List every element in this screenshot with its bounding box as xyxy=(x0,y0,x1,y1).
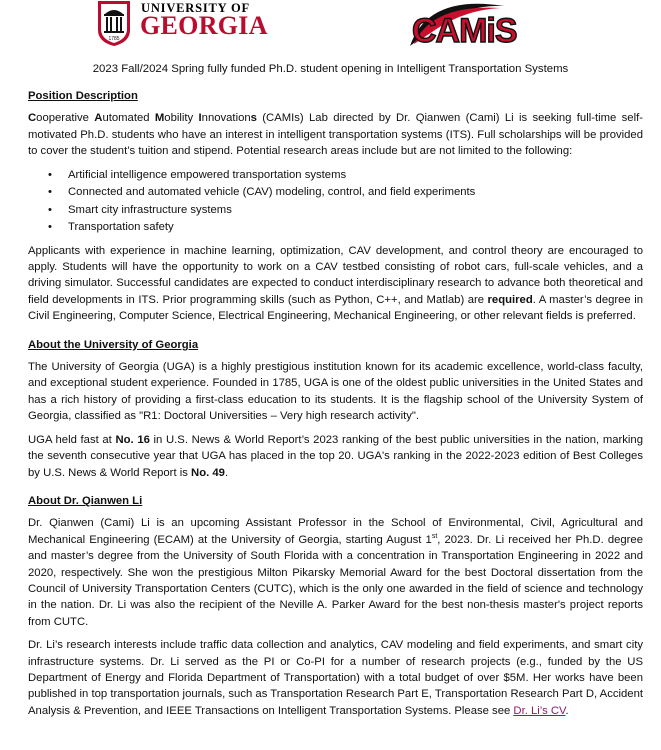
research-areas-list xyxy=(28,167,643,237)
li-heading: About Dr. Qianwen Li xyxy=(28,494,143,507)
document-body xyxy=(28,88,643,726)
list-item: • Connected and automated vehicle (CAV) modeling, control, and field experiments xyxy=(28,184,643,202)
camis-logo-text: CAMiS xyxy=(412,12,517,48)
li-paragraph-2: Dr. Li’s research interests include traffic data collection and analytics, CAV modeling and field experiments, and smart city infrastructure systems. Dr. Li served as the PI or Co-PI for a number of research projects (e.g., funded by the US Department of Energy and Florida Department of Transportation) with a total budget of over $5M. Her works have been published in top transportation journals, such as Transportation Research Part E, Transportation Research Part D, Accident Analysis & Prevention, and IEEE Transactions on Intelligent Transportation Systems. Please see Dr. Li’s CV. xyxy=(28,639,643,717)
list-item: • Artificial intelligence empowered transportation systems xyxy=(28,167,643,185)
uga-heading: About the University of Georgia xyxy=(28,338,199,351)
uga-paragraph-1: The University of Georgia (UGA) is a highly prestigious institution known for its academic excellence, world-class faculty, and exceptional student experience. Founded in 1785, UGA is one of the oldest public universities in the United States and has a rich history of providing a first-class education to its students. It is the flagship school of the University System of Georgia, classified as "R1: Doctoral Universities – Very high research activity". xyxy=(28,361,643,423)
uga-shield-icon xyxy=(97,0,131,47)
list-item: • Transportation safety xyxy=(28,219,643,237)
camis-logo xyxy=(408,0,536,48)
uga-seal-year: 1785 xyxy=(108,36,120,42)
uga-logo xyxy=(97,0,267,48)
position-heading: Position Description xyxy=(28,90,138,102)
li-paragraph-1: Dr. Qianwen (Cami) Li is an upcoming Assistant Professor in the School of Environmental, Civil, Agricultural and Mechanical Engineering (ECAM) at the University of Georgia, starting August 1st, 2023. Dr. Li received her Ph.D. degree and master’s degree from the University of South Florida with a concentration in Transportation Engineering in 2022 and 2020, respectively. She won the prestigious Milton Pikarsky Memorial Award for the best Doctoral dissertation from the Council of University Transportation Centers (CUTC), which is the only one awarded in the field of science and technology in the nation. Dr. Li was also the recipient of the Neville A. Parker Award for the best non-thesis master's project reports from CUTC. xyxy=(28,517,643,628)
page-title: 2023 Fall/2024 Spring fully funded Ph.D. student opening in Intelligent Transportation Systems xyxy=(92,63,569,75)
uga-line1: UNIVERSITY OF xyxy=(141,1,250,15)
uga-paragraph-2: UGA held fast at No. 16 in U.S. News & World Report’s 2023 ranking of the best public universities in the nation, marking the seventh consecutive year that UGA has placed in the top 20. UGA's ranking in the 2022-2023 edition of Best Colleges by U.S. News & World Report is No. 49. xyxy=(28,433,643,479)
cv-link[interactable]: Dr. Li’s CV xyxy=(513,704,566,717)
position-paragraph-2: Applicants with experience in machine learning, optimization, CAV development, and control theory are encouraged to apply. Students will have the opportunity to work on a CAV testbed consisting of robot cars, full-scale vehicles, and a driving simulator. Successful candidates are expected to conduct interdisciplinary research to advance both theoretical and field developments in ITS. Prior programming skills (such as Python, C++, and Matlab) are required. A master’s degree in Civil Engineering, Computer Science, Electrical Engineering, Mechanical Engineering, or other relevant fields is preferred. xyxy=(28,244,643,323)
position-paragraph-1: Cooperative Automated Mobility Innovations (CAMIs) Lab directed by Dr. Qianwen (Cami) Li is seeking full-time self-motivated Ph.D. students who have an interest in intelligent transportation systems (ITS). Full scholarships will be provided to cover the student’s tuition and stipend. Potential research areas include but are not limited to the following: xyxy=(28,112,643,158)
list-item: • Smart city infrastructure systems xyxy=(28,202,643,220)
uga-line2: GEORGIA xyxy=(140,11,268,40)
